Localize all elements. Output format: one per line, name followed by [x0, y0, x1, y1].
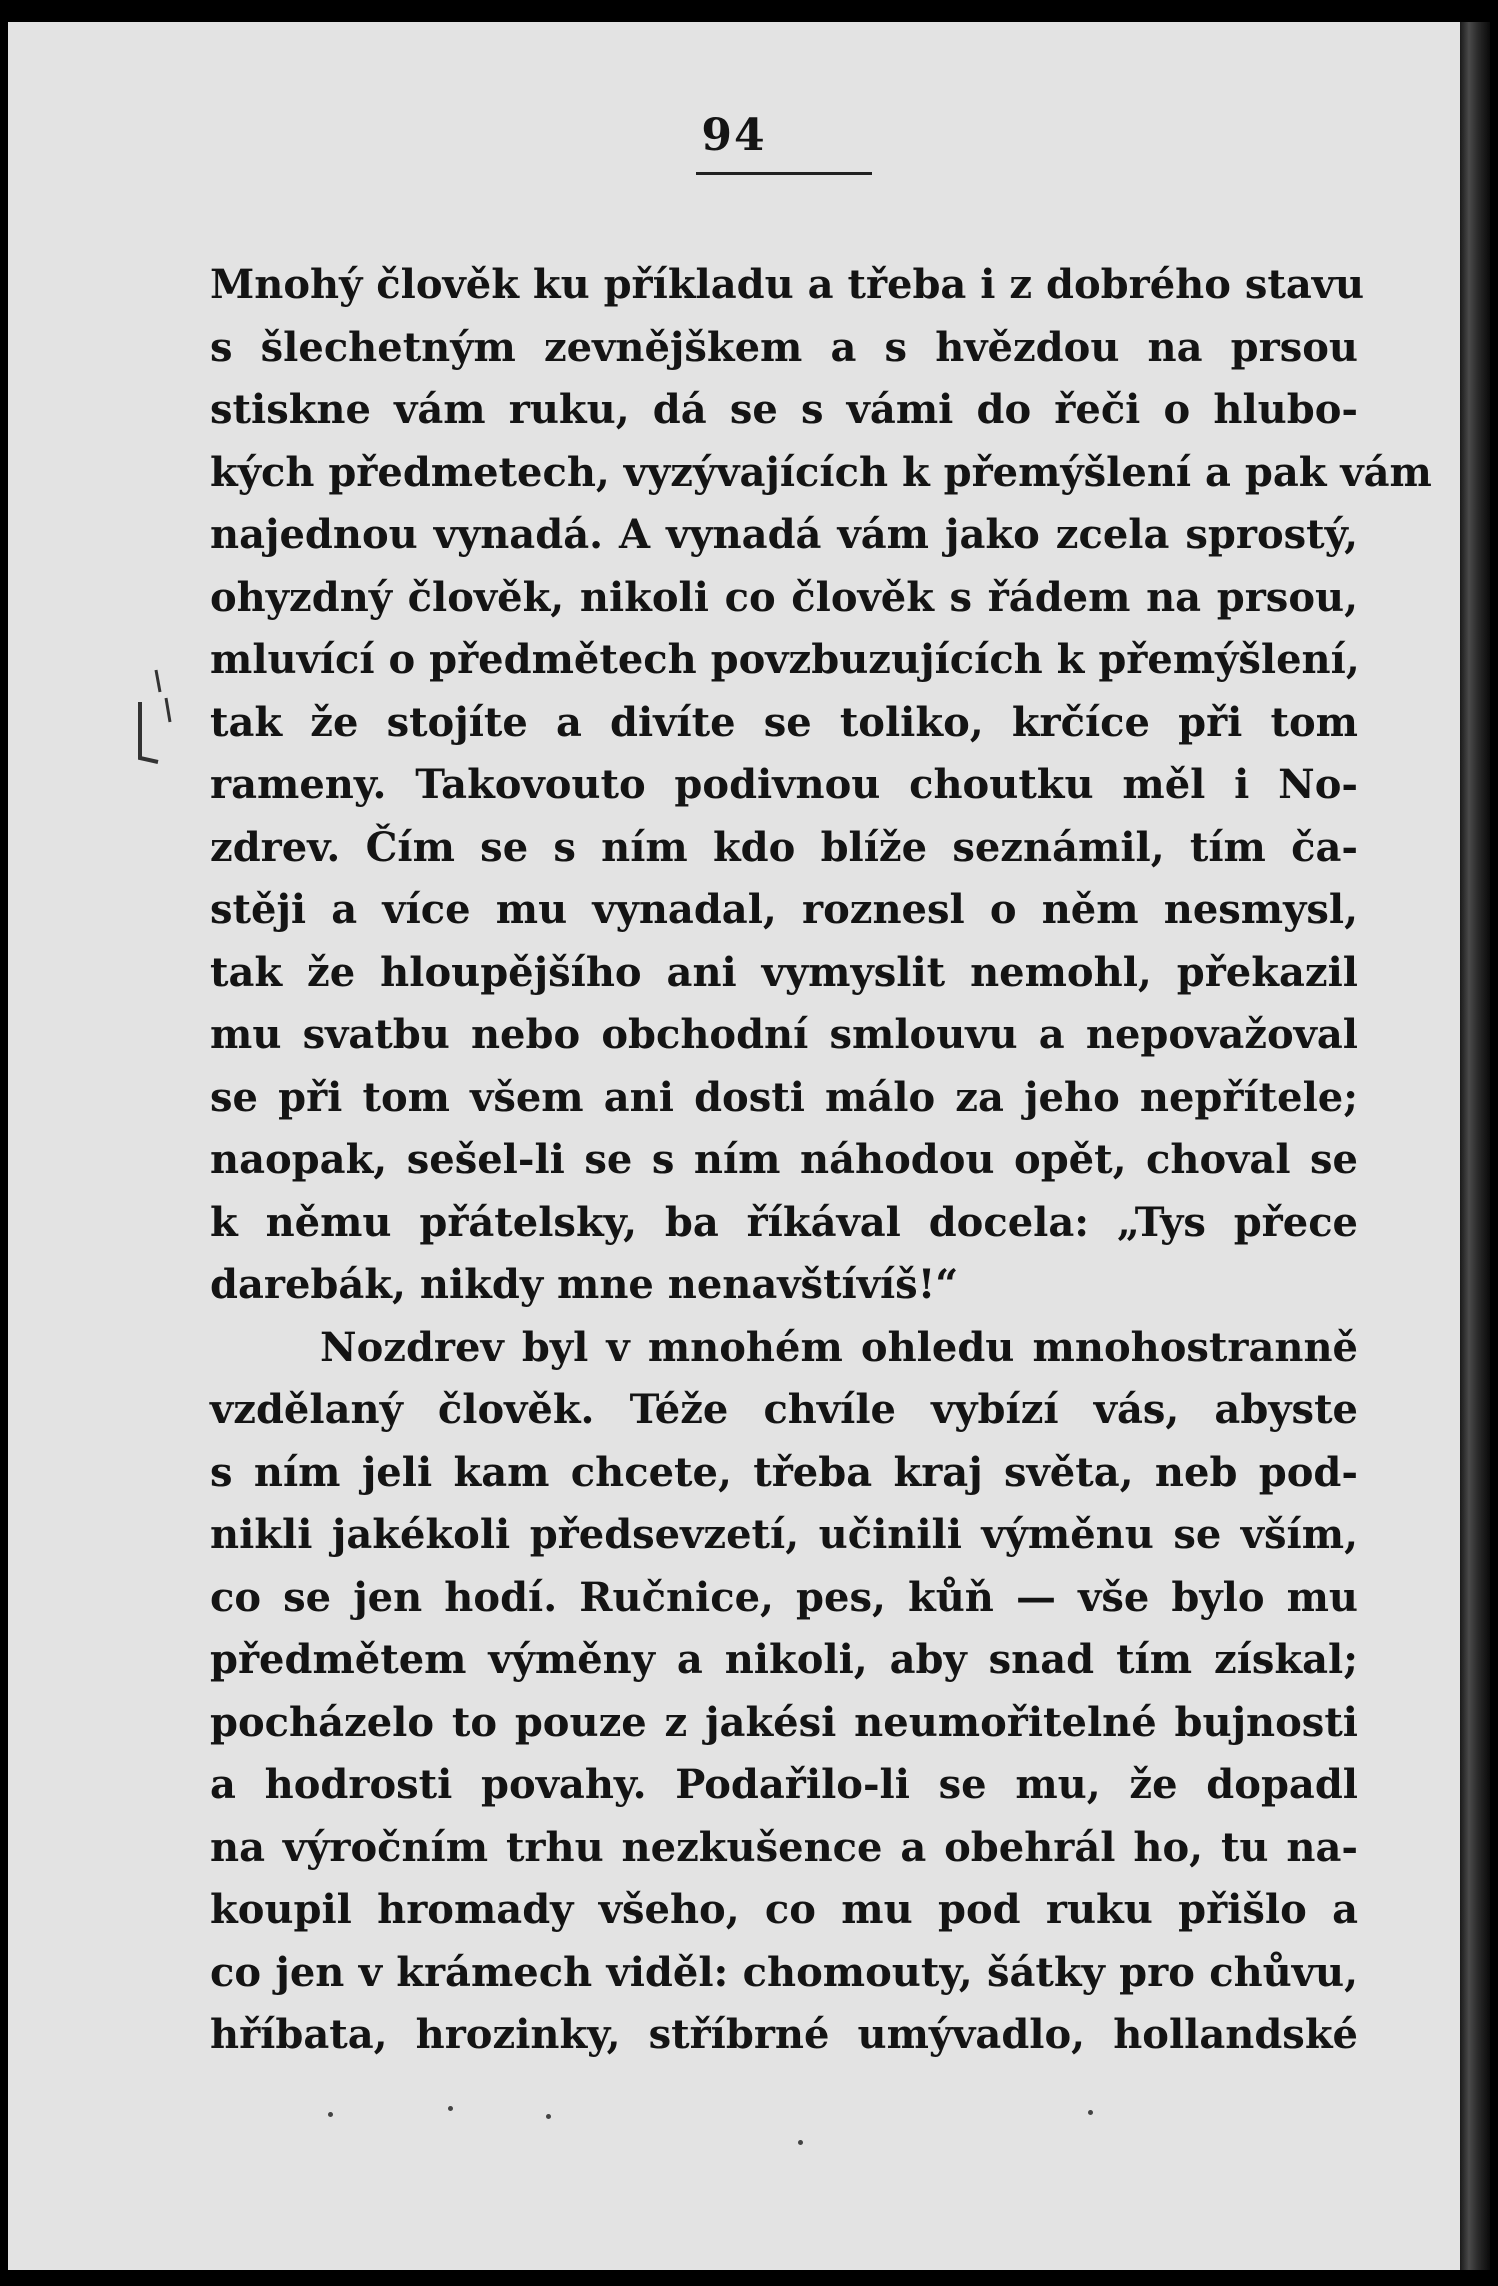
text-line: koupil hromady všeho, co mu pod ruku přišlo a [210, 1886, 1358, 1933]
text-line: stiskne vám ruku, dá se s vámi do řeči o hlubo- [210, 386, 1358, 433]
paragraph [210, 1317, 1358, 2067]
text-line: co jen v krámech viděl: chomouty, šátky pro chůvu, [210, 1948, 1358, 1996]
page-edge-shadow [1460, 22, 1490, 2270]
text-line: tak že hloupějšího ani vymyslit nemohl, překazil [210, 948, 1358, 996]
page-number: 94 [701, 110, 767, 161]
text-line: tak že stojíte a divíte se toliko, krčíce při tom [210, 698, 1358, 746]
text-line: pocházelo to pouze z jakési neumořitelné bujnosti [210, 1698, 1358, 1746]
page-number-rule [696, 172, 872, 175]
margin-pencil-mark-icon [126, 662, 186, 772]
text-line: vzdělaný člověk. Téže chvíle vybízí vás, abyste [210, 1386, 1358, 1433]
text-line: najednou vynadá. A vynadá vám jako zcela sprostý, [210, 511, 1358, 558]
text-line: mu svatbu nebo obchodní smlouvu a nepovažoval [210, 1011, 1358, 1058]
text-line: a hodrosti povahy. Podařilo-li se mu, že dopadl [210, 1761, 1358, 1808]
text-line: stěji a více mu vynadal, roznesl o něm nesmysl, [210, 886, 1358, 933]
text-line: mluvící o předmětech povzbuzujících k přemýšlení, [210, 636, 1360, 683]
text-line: Nozdrev byl v mnohém ohledu mnohostranně [320, 1323, 1358, 1371]
text-line: s ním jeli kam chcete, třeba kraj světa, neb pod- [210, 1448, 1358, 1496]
body-text [210, 254, 1432, 2067]
text-line: co se jen hodí. Ručnice, pes, kůň — vše bylo mu [210, 1573, 1358, 1621]
paragraph [210, 254, 1432, 1317]
text-line: naopak, sešel-li se s ním náhodou opět, choval se [210, 1136, 1358, 1183]
text-line: nikli jakékoli předsevzetí, učinili výměnu se vším, [210, 1511, 1358, 1558]
text-line: se při tom všem ani dosti málo za jeho nepřítele; [210, 1073, 1358, 1121]
text-line: rameny. Takovouto podivnou choutku měl i No- [210, 761, 1358, 808]
text-line: zdrev. Čím se s ním kdo blíže seznámil, tím ča- [210, 823, 1358, 871]
text-line: ohyzdný člověk, nikoli co člověk s řádem na prsou, [210, 573, 1358, 621]
bleed-through-marks [308, 2092, 1208, 2152]
text-line: s šlechetným zevnějškem a s hvězdou na prsou [210, 323, 1358, 371]
text-line: na výročním trhu nezkušence a obehrál ho, tu na- [210, 1823, 1358, 1871]
text-line: darebák, nikdy mne nenavštívíš!“ [210, 1261, 959, 1308]
text-line: kých předmetech, vyzývajících k přemýšlení a pak vám [210, 448, 1432, 496]
text-line: hříbata, hrozinky, stříbrné umývadlo, hollandské [210, 2011, 1358, 2058]
text-line: k němu přátelsky, ba říkával docela: „Tys přece [210, 1198, 1358, 1246]
text-line: předmětem výměny a nikoli, aby snad tím získal; [210, 1636, 1358, 1683]
text-line: Mnohý člověk ku příkladu a třeba i z dobrého stavu [210, 261, 1365, 308]
book-page [8, 22, 1460, 2270]
